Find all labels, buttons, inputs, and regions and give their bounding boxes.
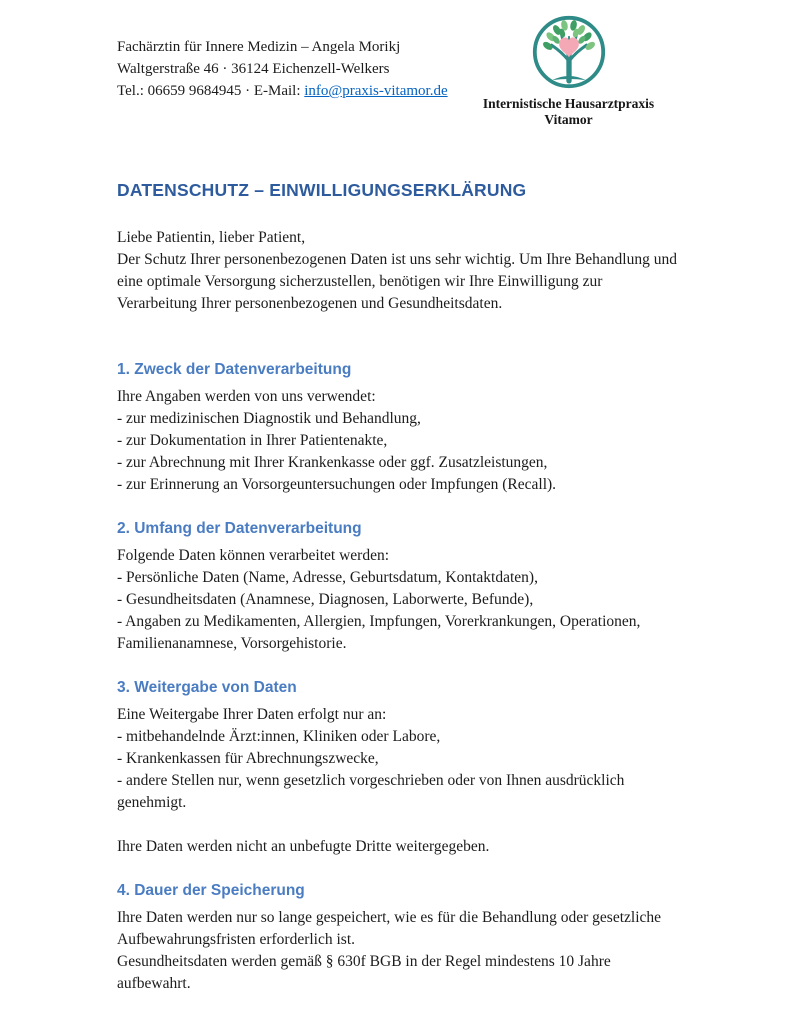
tree-heart-logo-icon [531,14,607,90]
section-lead: Ihre Angaben werden von uns verwendet: [117,388,376,405]
email-link[interactable]: info@praxis-vitamor.de [304,83,448,99]
section-purpose [117,361,679,496]
list-item: - Angaben zu Medikamenten, Allergien, Impfungen, Vorerkrankungen, Operationen, Familienanamnese, Vorsorgehistorie. [117,613,641,652]
list-item: - zur medizinischen Diagnostik und Behandlung, [117,410,421,427]
section-heading: 3. Weitergabe von Daten [117,679,297,696]
section-scope [117,520,679,655]
list-item: - mitbehandelnde Ärzt:innen, Kliniken oder Labore, [117,728,441,745]
list-item: - andere Stellen nur, wenn gesetzlich vorgeschrieben oder von Ihnen ausdrücklich genehmigt. [117,772,625,811]
practice-address-line: Waltgerstraße 46 · 36124 Eichenzell-Welkers [117,61,390,77]
list-item: - zur Abrechnung mit Ihrer Krankenkasse oder ggf. Zusatzleistungen, [117,454,548,471]
document-title: DATENSCHUTZ – EINWILLIGUNGSERKLÄRUNG [117,180,527,200]
letterhead [117,0,679,128]
no-third-party-note: Ihre Daten werden nicht an unbefugte Dritte weitergegeben. [117,838,490,855]
list-item: - zur Dokumentation in Ihrer Patientenakte, [117,432,388,449]
phone-email-prefix: Tel.: 06659 9684945 · E-Mail: [117,83,305,99]
section-storage-duration [117,882,679,995]
salutation: Liebe Patientin, lieber Patient, [117,229,306,246]
section-data-sharing [117,679,679,858]
list-item: - Krankenkassen für Abrechnungszwecke, [117,750,379,767]
section-heading: 2. Umfang der Datenverarbeitung [117,520,362,537]
section-lead: Folgende Daten können verarbeitet werden: [117,547,390,564]
section-heading: 1. Zweck der Datenverarbeitung [117,361,352,378]
section-heading: 4. Dauer der Speicherung [117,882,305,899]
practice-phone-email-line [117,80,467,102]
practice-contact-block [117,36,467,102]
list-item: - zur Erinnerung an Vorsorgeuntersuchungen oder Impfungen (Recall). [117,476,557,493]
practice-logo [476,14,661,128]
intro-body: Der Schutz Ihrer personenbezogenen Daten ist uns sehr wichtig. Um Ihre Behandlung und eine optimale Versorgung sicherzustellen, benötigen wir Ihre Einwilligung zur Verarbeitung Ihrer personenbezogenen und Gesundheitsdaten. [117,251,677,312]
section-lead: Eine Weitergabe Ihrer Daten erfolgt nur an: [117,706,387,723]
intro-paragraph [117,227,679,315]
logo-caption-line1: Internistische Hausarztpraxis [482,96,655,111]
list-item: - Gesundheitsdaten (Anamnese, Diagnosen, Laborwerte, Befunde), [117,591,534,608]
list-item: - Persönliche Daten (Name, Adresse, Geburtsdatum, Kontaktdaten), [117,569,538,586]
section-paragraph: Gesundheitsdaten werden gemäß § 630f BGB in der Regel mindestens 10 Jahre aufbewahrt. [117,953,611,992]
logo-caption-line2: Vitamor [544,112,593,127]
section-paragraph: Ihre Daten werden nur so lange gespeichert, wie es für die Behandlung oder gesetzliche Aufbewahrungsfristen erforderlich ist. [117,909,662,948]
practice-name-line: Fachärztin für Innere Medizin – Angela Morikj [117,39,401,55]
